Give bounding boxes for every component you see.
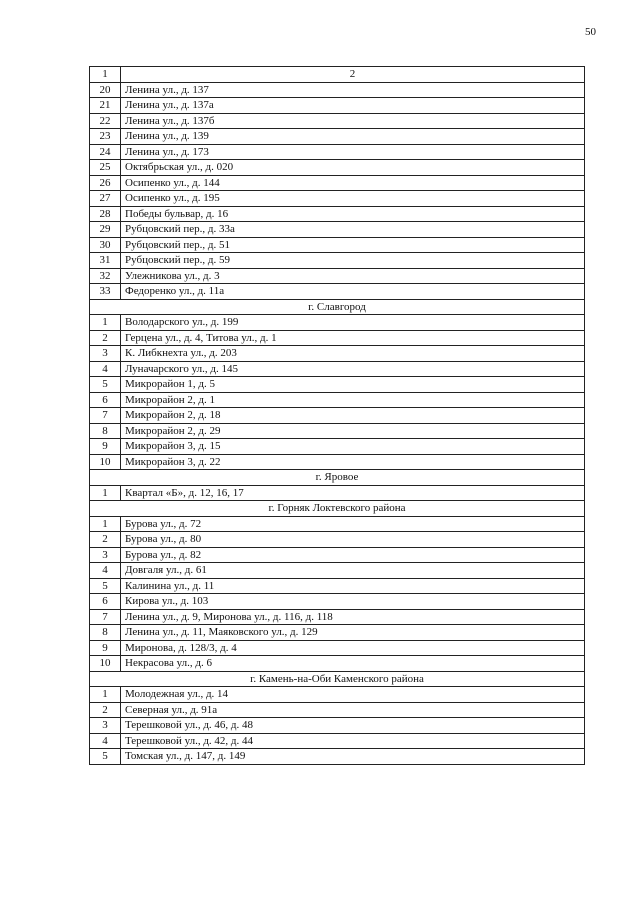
table-row bbox=[90, 485, 585, 501]
row-address: Микрорайон 2, д. 1 bbox=[121, 392, 585, 408]
table-row bbox=[90, 609, 585, 625]
row-number: 3 bbox=[90, 547, 121, 563]
table-row bbox=[90, 656, 585, 672]
row-address: Бурова ул., д. 80 bbox=[121, 532, 585, 548]
row-number: 25 bbox=[90, 160, 121, 176]
table-row bbox=[90, 175, 585, 191]
table-row bbox=[90, 377, 585, 393]
row-address: Некрасова ул., д. 6 bbox=[121, 656, 585, 672]
table-row bbox=[90, 206, 585, 222]
row-address: Октябрьская ул., д. 020 bbox=[121, 160, 585, 176]
row-address: Володарского ул., д. 199 bbox=[121, 315, 585, 331]
row-number: 1 bbox=[90, 485, 121, 501]
row-number: 2 bbox=[90, 532, 121, 548]
table-row bbox=[90, 315, 585, 331]
row-address: Довгаля ул., д. 61 bbox=[121, 563, 585, 579]
row-number: 4 bbox=[90, 361, 121, 377]
table-row bbox=[90, 454, 585, 470]
header-cell-address: 2 bbox=[121, 67, 585, 83]
row-number: 4 bbox=[90, 733, 121, 749]
row-number: 23 bbox=[90, 129, 121, 145]
row-address: Рубцовский пер., д. 33а bbox=[121, 222, 585, 238]
row-address: Квартал «Б», д. 12, 16, 17 bbox=[121, 485, 585, 501]
table-row bbox=[90, 718, 585, 734]
table-row bbox=[90, 749, 585, 765]
row-address: Терешковой ул., д. 46, д. 48 bbox=[121, 718, 585, 734]
address-table-body bbox=[90, 67, 585, 765]
table-row bbox=[90, 191, 585, 207]
table-row bbox=[90, 98, 585, 114]
table-row bbox=[90, 144, 585, 160]
row-address: Бурова ул., д. 72 bbox=[121, 516, 585, 532]
row-number: 33 bbox=[90, 284, 121, 300]
row-address: Северная ул., д. 91а bbox=[121, 702, 585, 718]
row-number: 29 bbox=[90, 222, 121, 238]
row-number: 28 bbox=[90, 206, 121, 222]
row-address: Микрорайон 2, д. 18 bbox=[121, 408, 585, 424]
table-row bbox=[90, 516, 585, 532]
row-number: 9 bbox=[90, 640, 121, 656]
table-row bbox=[90, 408, 585, 424]
row-address: Победы бульвар, д. 16 bbox=[121, 206, 585, 222]
row-address: Ленина ул., д. 9, Миронова ул., д. 116, д. 118 bbox=[121, 609, 585, 625]
row-number: 22 bbox=[90, 113, 121, 129]
row-number: 5 bbox=[90, 377, 121, 393]
city-heading: г. Камень-на-Оби Каменского района bbox=[90, 671, 585, 687]
row-address: Кирова ул., д. 103 bbox=[121, 594, 585, 610]
row-number: 1 bbox=[90, 516, 121, 532]
row-number: 3 bbox=[90, 718, 121, 734]
row-address: Микрорайон 1, д. 5 bbox=[121, 377, 585, 393]
table-row bbox=[90, 361, 585, 377]
row-number: 31 bbox=[90, 253, 121, 269]
row-number: 2 bbox=[90, 330, 121, 346]
row-address: К. Либкнехта ул., д. 203 bbox=[121, 346, 585, 362]
row-number: 30 bbox=[90, 237, 121, 253]
row-address: Миронова, д. 128/3, д. 4 bbox=[121, 640, 585, 656]
table-header-row bbox=[90, 67, 585, 83]
row-number: 3 bbox=[90, 346, 121, 362]
table-row bbox=[90, 439, 585, 455]
table-row bbox=[90, 160, 585, 176]
city-heading: г. Яровое bbox=[90, 470, 585, 486]
row-address: Улежникова ул., д. 3 bbox=[121, 268, 585, 284]
table-row bbox=[90, 563, 585, 579]
table-row bbox=[90, 547, 585, 563]
table-row bbox=[90, 113, 585, 129]
row-number: 5 bbox=[90, 749, 121, 765]
row-address: Осипенко ул., д. 144 bbox=[121, 175, 585, 191]
row-number: 10 bbox=[90, 454, 121, 470]
row-address: Ленина ул., д. 137 bbox=[121, 82, 585, 98]
row-address: Ленина ул., д. 137б bbox=[121, 113, 585, 129]
row-number: 6 bbox=[90, 392, 121, 408]
row-number: 26 bbox=[90, 175, 121, 191]
table-row bbox=[90, 222, 585, 238]
row-address: Ленина ул., д. 137а bbox=[121, 98, 585, 114]
table-row bbox=[90, 594, 585, 610]
row-number: 21 bbox=[90, 98, 121, 114]
table-row bbox=[90, 284, 585, 300]
table-row bbox=[90, 330, 585, 346]
row-number: 5 bbox=[90, 578, 121, 594]
table-row bbox=[90, 625, 585, 641]
row-address: Калинина ул., д. 11 bbox=[121, 578, 585, 594]
row-number: 10 bbox=[90, 656, 121, 672]
table-row bbox=[90, 346, 585, 362]
row-number: 8 bbox=[90, 423, 121, 439]
row-address: Томская ул., д. 147, д. 149 bbox=[121, 749, 585, 765]
row-number: 20 bbox=[90, 82, 121, 98]
row-number: 27 bbox=[90, 191, 121, 207]
table-row bbox=[90, 253, 585, 269]
table-row bbox=[90, 578, 585, 594]
table-row bbox=[90, 532, 585, 548]
table-row bbox=[90, 423, 585, 439]
row-number: 7 bbox=[90, 408, 121, 424]
city-heading-row bbox=[90, 299, 585, 315]
row-address: Рубцовский пер., д. 59 bbox=[121, 253, 585, 269]
row-address: Герцена ул., д. 4, Титова ул., д. 1 bbox=[121, 330, 585, 346]
row-address: Молодежная ул., д. 14 bbox=[121, 687, 585, 703]
row-number: 6 bbox=[90, 594, 121, 610]
row-number: 2 bbox=[90, 702, 121, 718]
table-row bbox=[90, 268, 585, 284]
city-heading-row bbox=[90, 501, 585, 517]
city-heading: г. Славгород bbox=[90, 299, 585, 315]
table-row bbox=[90, 733, 585, 749]
row-number: 32 bbox=[90, 268, 121, 284]
row-number: 24 bbox=[90, 144, 121, 160]
city-heading-row bbox=[90, 470, 585, 486]
row-number: 9 bbox=[90, 439, 121, 455]
row-address: Ленина ул., д. 11, Маяковского ул., д. 129 bbox=[121, 625, 585, 641]
address-table bbox=[89, 66, 585, 765]
row-number: 1 bbox=[90, 315, 121, 331]
row-number: 4 bbox=[90, 563, 121, 579]
row-number: 7 bbox=[90, 609, 121, 625]
table-row bbox=[90, 237, 585, 253]
row-number: 8 bbox=[90, 625, 121, 641]
header-cell-number: 1 bbox=[90, 67, 121, 83]
table-row bbox=[90, 702, 585, 718]
city-heading: г. Горняк Локтевского района bbox=[90, 501, 585, 517]
table-row bbox=[90, 640, 585, 656]
city-heading-row bbox=[90, 671, 585, 687]
table-row bbox=[90, 82, 585, 98]
page-number: 50 bbox=[585, 26, 596, 38]
row-address: Бурова ул., д. 82 bbox=[121, 547, 585, 563]
row-address: Федоренко ул., д. 11а bbox=[121, 284, 585, 300]
row-number: 1 bbox=[90, 687, 121, 703]
row-address: Терешковой ул., д. 42, д. 44 bbox=[121, 733, 585, 749]
table-row bbox=[90, 687, 585, 703]
table-row bbox=[90, 392, 585, 408]
row-address: Луначарского ул., д. 145 bbox=[121, 361, 585, 377]
row-address: Ленина ул., д. 139 bbox=[121, 129, 585, 145]
row-address: Микрорайон 2, д. 29 bbox=[121, 423, 585, 439]
table-row bbox=[90, 129, 585, 145]
row-address: Микрорайон 3, д. 15 bbox=[121, 439, 585, 455]
row-address: Микрорайон 3, д. 22 bbox=[121, 454, 585, 470]
row-address: Ленина ул., д. 173 bbox=[121, 144, 585, 160]
row-address: Рубцовский пер., д. 51 bbox=[121, 237, 585, 253]
row-address: Осипенко ул., д. 195 bbox=[121, 191, 585, 207]
